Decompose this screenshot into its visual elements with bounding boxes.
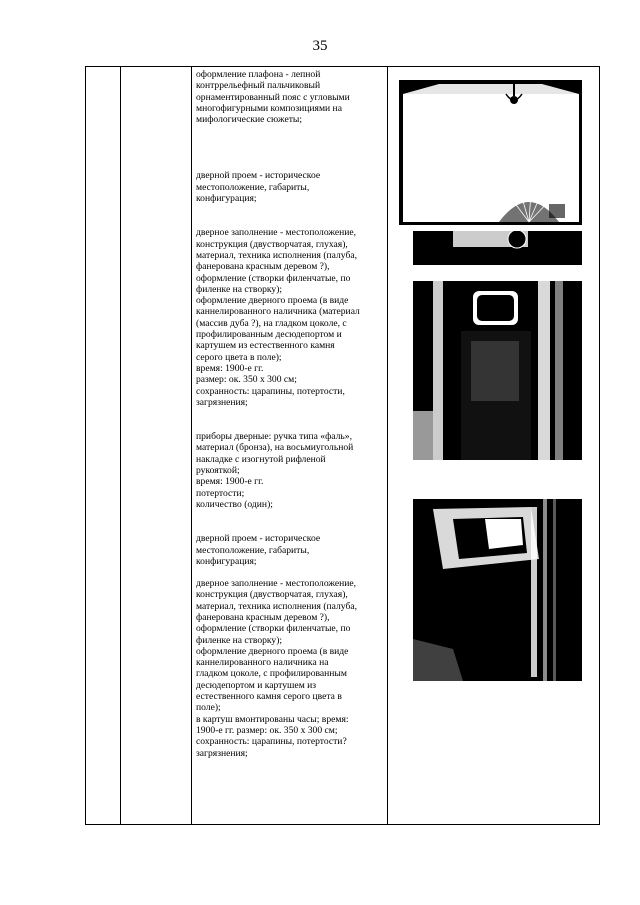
entry-doorway-1: дверной проем - историческое местоположение, габариты, конфигурация; xyxy=(196,170,321,205)
entry-door-fill-2: дверное заполнение - местоположение, конструкция (двустворчатая, глухая), материал, техника исполнения (палуба, фанерована красным деревом ?), оформление (створки филенчатые, по филенке на створку); оформление дверного проема (в виде каннелированного наличника на гладком цоколе, с профилированным десюдепортом и картушем из естественного камня серого цвета в поле); в картуш вмонтированы часы; время: 1900-е гг. размер: ок. 350 х 300 см; сохранность: царапины, потертости? загрязнения; xyxy=(196,578,358,759)
column-divider-1 xyxy=(120,66,121,825)
entry-door-fill-1: дверное заполнение - местоположение, конструкция (двустворчатая, глухая), материал, техника исполнения (палуба, фанерована красным деревом ?), оформление (створки филенчатые, по филенке на створку); оформление дверного проема (в виде каннелированного наличника (материал (массив дуба ?), на гладком цоколе, с профилированным десюдепортом и картушем из естественного камня серого цвета в поле); время: 1900-е гг. размер: ок. 350 х 300 см; сохранность: царапины, потертости, загрязнения; xyxy=(196,227,360,408)
column-divider-2 xyxy=(191,66,192,825)
description-column xyxy=(196,69,384,759)
page-number: 35 xyxy=(312,38,328,54)
entry-door-hardware: приборы дверные: ручка типа «фаль», материал (бронза), на восьмиугольной накладке с изогнутой рифленой рукояткой; время: 1900-е гг. потертости; количество (один); xyxy=(196,431,354,510)
column-divider-3 xyxy=(387,66,388,825)
door-detail-image xyxy=(413,499,582,681)
doorway-photo xyxy=(413,231,582,460)
ceiling-image xyxy=(399,80,582,225)
entry-ceiling: оформление плафона - лепной контррельефный пальчиковый орнаментированный пояс с угловыми многофигурными композициями на мифологические сюжеты; xyxy=(196,69,350,126)
door-detail-photo xyxy=(413,499,582,681)
entry-doorway-2: дверной проем - историческое местоположение, габариты, конфигурация; xyxy=(196,533,321,567)
doorway-image xyxy=(413,231,582,460)
ceiling-photo xyxy=(399,80,582,225)
